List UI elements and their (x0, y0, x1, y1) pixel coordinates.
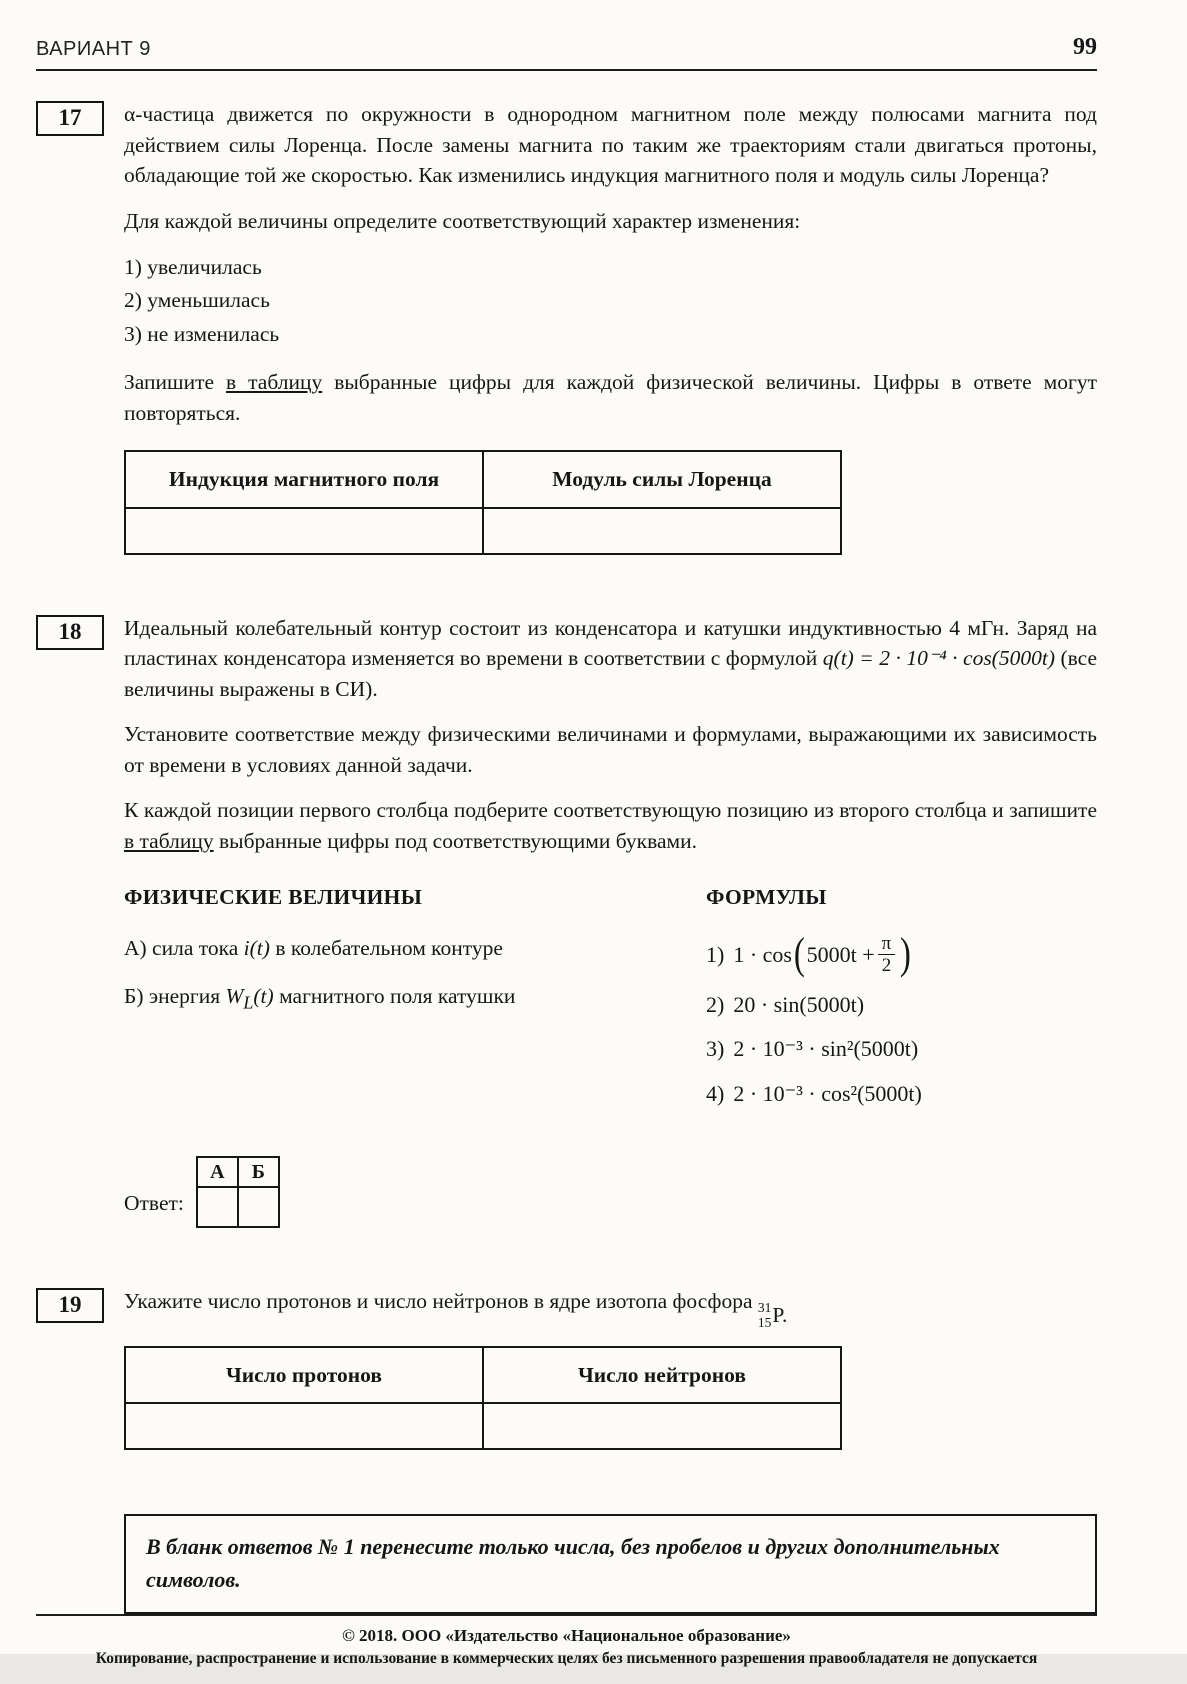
table-answer-row (125, 508, 841, 554)
instruction-pre: Запишите (124, 370, 227, 394)
task-18-body (104, 613, 1097, 1229)
page-footer (36, 1614, 1097, 1684)
item-b-post: магнитного поля катушки (273, 984, 516, 1009)
item-a-post: в колебательном контуре (269, 935, 503, 960)
task-19-body (104, 1286, 1097, 1450)
formula-4 (706, 1078, 1097, 1109)
formula-2-body: 20 · sin(5000t) (733, 992, 865, 1018)
item-a-pre: А) сила тока (124, 935, 244, 960)
isotope-numbers (758, 1300, 772, 1330)
task-18 (36, 613, 1097, 1229)
column-b-header: Б (238, 1157, 279, 1187)
column-a-header: А (197, 1157, 238, 1187)
fraction-numerator: π (878, 933, 896, 955)
column-header-lorentz: Модуль силы Лоренца (483, 451, 841, 508)
formula-3-number: 3) (706, 1036, 725, 1062)
pi-over-2-fraction (878, 933, 896, 977)
formula-2-number: 2) (706, 992, 725, 1018)
page-header (36, 34, 1097, 69)
formula-3-body: 2 · 10⁻³ · sin²(5000t) (733, 1036, 919, 1062)
item-b-pre: Б) энергия (124, 984, 226, 1009)
item-b-variable2: (t) (253, 984, 274, 1009)
answer-cell-lorentz (483, 508, 841, 554)
task-18-instruction (124, 795, 1097, 856)
physical-quantities-title: ФИЗИЧЕСКИЕ ВЕЛИЧИНЫ (124, 885, 423, 910)
answer-cell-protons (125, 1403, 483, 1449)
task-17-instruction (124, 367, 1097, 428)
copyright-line: © 2018. ООО «Издательство «Национальное образование» (342, 1626, 791, 1646)
formula-1: 1) 1 · cos ( 5000t + $\frac{\pi}{2}$ ) (706, 929, 912, 979)
column-header-induction: Индукция магнитного поля (125, 451, 483, 508)
header-rule (36, 69, 1097, 71)
table-answer-row (125, 1403, 841, 1449)
task-19-text-pre: Укажите число протонов и число нейтронов в ядре изотопа фосфора (124, 1289, 758, 1314)
option-unchanged: 3) не изменилась (124, 321, 280, 346)
instruction-post: выбранные цифры для каждой физической величины. Цифры в ответе могут повторяться. (124, 370, 1098, 425)
instruction-pre: К каждой позиции первого столбца подберите соответствующую позицию из второго столбца и запишите (124, 798, 1097, 823)
answer-sheet-note (124, 1514, 1097, 1614)
physical-quantities-column (124, 882, 706, 1122)
task-18-answer-table (196, 1156, 280, 1228)
variant-label: ВАРИАНТ 9 (36, 38, 151, 60)
answer-cell-a (197, 1187, 238, 1227)
instruction-post: выбранные цифры под соответствующими буквами. (213, 828, 697, 853)
item-b-subscript: L (243, 992, 254, 1013)
instruction-underlined: в таблицу (226, 370, 323, 394)
element-symbol: P. (772, 1303, 788, 1328)
formula-1-inner: 5000t + (806, 941, 875, 967)
task-18-match-text: Установите соответствие между физическими величинами и формулами, выражающими их зависимость от времени в условиях данной задачи. (124, 722, 1097, 777)
answer-cell-neutrons (483, 1403, 841, 1449)
task-17 (36, 99, 1097, 555)
formulas-title: ФОРМУЛЫ (706, 885, 827, 910)
formula-4-body: 2 · 10⁻³ · cos²(5000t) (733, 1080, 922, 1106)
option-decrease: 2) уменьшилась (124, 288, 270, 313)
formula-1-number: 1) (706, 941, 725, 967)
legal-line: Копирование, распространение и использование в коммерческих целях без письменного разрешения правообладателя не допускается (95, 1650, 1038, 1668)
task-19-text (124, 1286, 1097, 1330)
table-header-row (125, 451, 841, 508)
task-18-intro (124, 613, 1097, 705)
intro-post: (все величины выражены в СИ). (124, 646, 1097, 701)
option-increase: 1) увеличилась (124, 255, 262, 280)
item-a-variable: i(t) (243, 935, 270, 960)
quantity-item-b (124, 981, 706, 1016)
intro-pre: Идеальный колебательный контур состоит из конденсатора и катушки индуктивностью 4 мГн. Заряд на пластинах конденсатора изменяется во времени в соответствии с формулой (124, 615, 1097, 671)
task-17-options (124, 251, 1097, 351)
matching-columns (124, 882, 1097, 1122)
table-header-row (125, 1347, 841, 1404)
task-18-answer (124, 1156, 1097, 1228)
formula-1-pre: 1 · cos (733, 941, 792, 967)
item-b-variable: W (225, 984, 244, 1009)
atomic-number: 15 (757, 1315, 772, 1331)
task-19 (36, 1286, 1097, 1450)
task-17-intro: α-частица движется по окружности в однородном магнитном поле между полюсами магнита под действием силы Лоренца. После замены магнита по таким же траекториям стали двигаться протоны, обладающие той же скоростью. Как изменились индукция магнитного поля и модуль силы Лоренца? (124, 102, 1097, 188)
mini-table-header-row (197, 1157, 279, 1187)
mini-table-answer-row (197, 1187, 279, 1227)
formula-4-number: 4) (706, 1080, 725, 1106)
column-header-protons: Число протонов (125, 1347, 483, 1404)
mass-number: 31 (757, 1300, 772, 1316)
phosphorus-isotope (758, 1300, 787, 1331)
task-17-prompt: Для каждой величины определите соответствующий характер изменения: (124, 208, 801, 233)
page-number: 99 (1073, 34, 1097, 60)
note-text: В бланк ответов № 1 перенесите только числа, без пробелов и других дополнительных символов. (146, 1534, 1000, 1593)
quantity-item-a (124, 933, 706, 964)
task-17-number: 17 (36, 101, 104, 136)
task-17-body (104, 99, 1097, 555)
charge-formula: q(t) = 2 · 10⁻⁴ · cos(5000t) (822, 646, 1055, 671)
formula-2 (706, 989, 1097, 1020)
answer-cell-b (238, 1187, 279, 1227)
answer-cell-induction (125, 508, 483, 554)
fraction-denominator: 2 (881, 954, 892, 976)
task-17-answer-table (124, 450, 842, 555)
answer-label: Ответ: (124, 1190, 184, 1215)
task-19-answer-table (124, 1346, 842, 1451)
formulas-column (706, 882, 1097, 1122)
task-19-number: 19 (36, 1288, 104, 1323)
formula-3 (706, 1033, 1097, 1064)
column-header-neutrons: Число нейтронов (483, 1347, 841, 1404)
task-18-number: 18 (36, 615, 104, 650)
instruction-underlined: в таблицу (124, 828, 214, 853)
